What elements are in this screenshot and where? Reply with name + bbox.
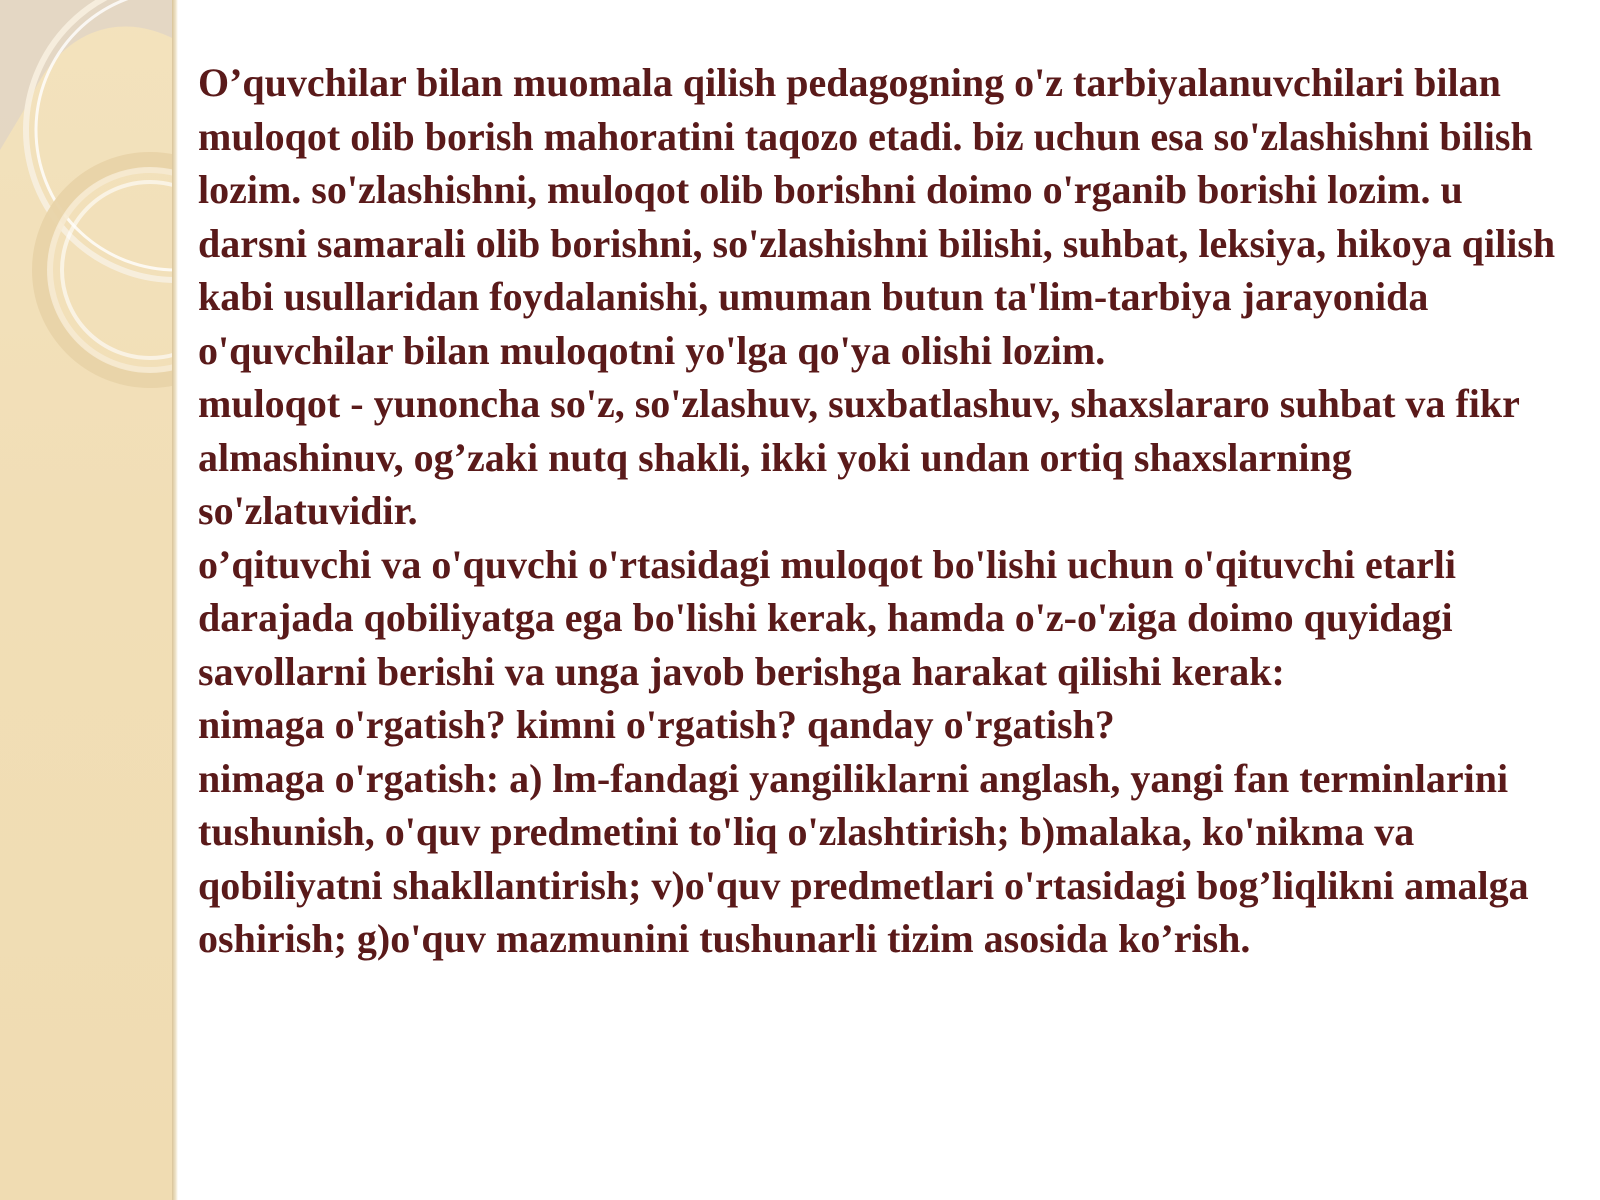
slide-body-text <box>198 56 1558 966</box>
paragraph-questions: nimaga o'rgatish? kimni o'rgatish? qanday o'rgatish? <box>198 702 1115 747</box>
paragraph-intro: O’quvchilar bilan muomala qilish pedagogning o'z tarbiyalanuvchilari bilan muloqot olib borish mahoratini taqozo etadi. biz uchun esa so'zlashishni bilish lozim. so'zlashishni, muloqot olib borishni doimo o'rganib borishi lozim. u darsni samarali olib borishni, so'zlashishni bilishi, suhbat, leksiya, hikoya qilish kabi usullaridan foydalanishi, umuman butun ta'lim-tarbiya jarayonida o'quvchilar bilan muloqotni yo'lga qo'ya olishi lozim. <box>198 60 1556 373</box>
paragraph-teacher-requirements: o’qituvchi va o'quvchi o'rtasidagi muloqot bo'lishi uchun o'qituvchi etarli darajada qobiliyatga ega bo'lishi kerak, hamda o'z-o'ziga doimo quyidagi savollarni berishi va unga javob berishga harakat qilishi kerak: <box>198 541 1457 694</box>
decorative-rings-icon <box>0 0 176 400</box>
band-edge-divider <box>172 0 178 1200</box>
paragraph-muloqot-definition: muloqot - yunoncha so'z, so'zlashuv, suxbatlashuv, shaxslararo suhbat va fikr almashinuv, og’zaki nutq shakli, ikki yoki undan ortiq shaxslarning so'zlatuvidir. <box>198 381 1520 533</box>
paragraph-what-to-teach: nimaga o'rgatish: a) lm-fandagi yangiliklarni anglash, yangi fan terminlarini tushunish, o'quv predmetini to'liq o'zlashtirish; b)malaka, ko'nikma va qobiliyatni shakllantirish; v)o'quv predmetlari o'rtasidagi bog’liqlikni amalga oshirish; g)o'quv mazmunini tushunarli tizim asosida ko’rish. <box>198 755 1529 961</box>
decorative-side-band <box>0 0 176 1200</box>
